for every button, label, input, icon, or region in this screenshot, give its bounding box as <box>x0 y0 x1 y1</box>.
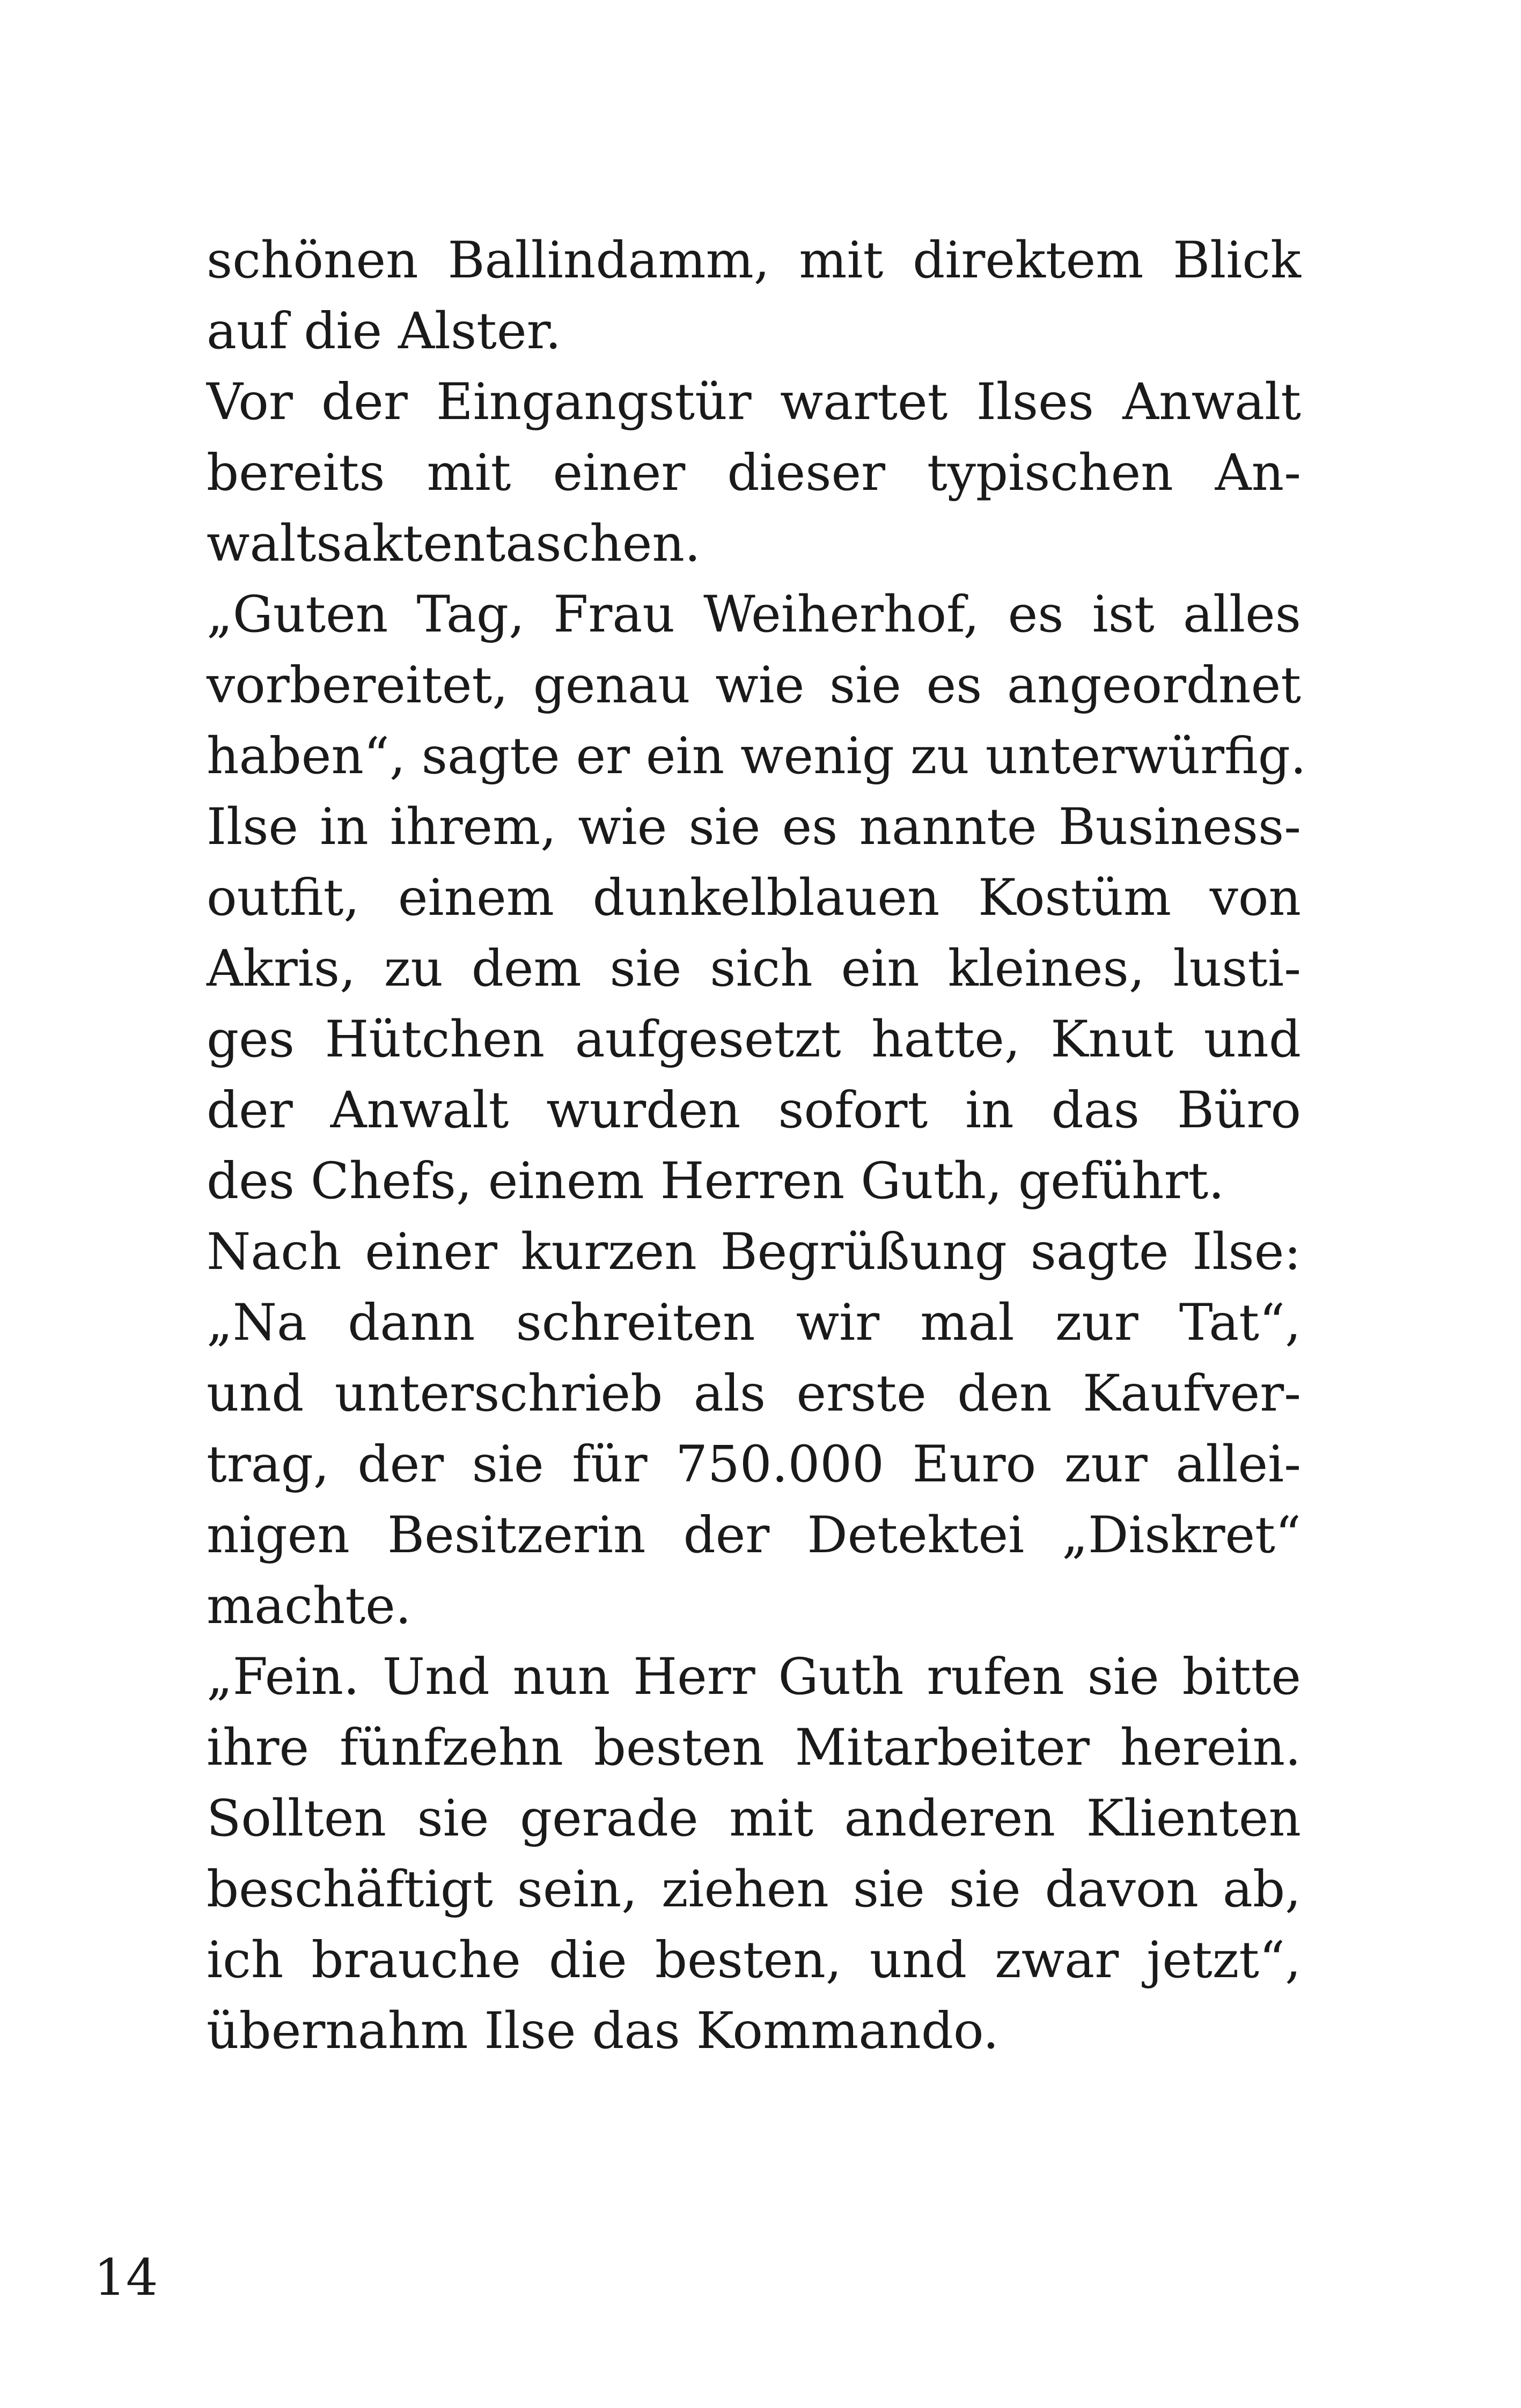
text-line: Vor der Eingangstür wartet Ilses Anwalt <box>207 373 1301 431</box>
text-line: bereits mit einer dieser typischen An- <box>207 444 1301 502</box>
text-line: schönen Ballindamm, mit direktem Blick <box>207 231 1301 290</box>
text-line: und unterschrieb als erste den Kaufver- <box>207 1364 1301 1423</box>
text-line: nigen Besitzerin der Detektei „Diskret“ <box>207 1506 1301 1565</box>
text-line: Sollten sie gerade mit anderen Klienten <box>207 1789 1301 1848</box>
text-line: ges Hütchen aufgesetzt hatte, Knut und <box>207 1010 1301 1069</box>
text-line: „Fein. Und nun Herr Guth rufen sie bitte <box>207 1648 1301 1706</box>
text-line: Nach einer kurzen Begrüßung sagte Ilse: <box>207 1223 1301 1281</box>
text-line: auf die Alster. <box>207 302 562 361</box>
text-line: machte. <box>207 1577 412 1635</box>
text-line: übernahm Ilse das Kommando. <box>207 2002 999 2060</box>
text-line: ich brauche die besten, und zwar jetzt“, <box>207 1931 1301 1989</box>
text-line: „Guten Tag, Frau Weiherhof, es ist alles <box>207 585 1301 644</box>
text-line: ihre fünfzehn besten Mitarbeiter herein. <box>207 1719 1301 1777</box>
text-line: waltsaktentaschen. <box>207 515 701 573</box>
text-line: „Na dann schreiten wir mal zur Tat“, <box>207 1294 1301 1352</box>
text-line: beschäftigt sein, ziehen sie sie davon ab, <box>207 1860 1301 1919</box>
text-line: trag, der sie für 750.000 Euro zur allei- <box>207 1435 1301 1494</box>
text-line: haben“, sagte er ein wenig zu unterwürfig. <box>207 727 1306 785</box>
text-line: der Anwalt wurden sofort in das Büro <box>207 1081 1301 1140</box>
text-line: Akris, zu dem sie sich ein kleines, lusti- <box>207 939 1301 998</box>
page-number: 14 <box>94 2249 158 2307</box>
text-line: des Chefs, einem Herren Guth, geführt. <box>207 1152 1225 1210</box>
text-line: vorbereitet, genau wie sie es angeordnet <box>207 656 1301 715</box>
text-line: outfit, einem dunkelblauen Kostüm von <box>207 869 1301 927</box>
body-text <box>207 225 1306 2067</box>
text-line: Ilse in ihrem, wie sie es nannte Business- <box>207 798 1301 856</box>
